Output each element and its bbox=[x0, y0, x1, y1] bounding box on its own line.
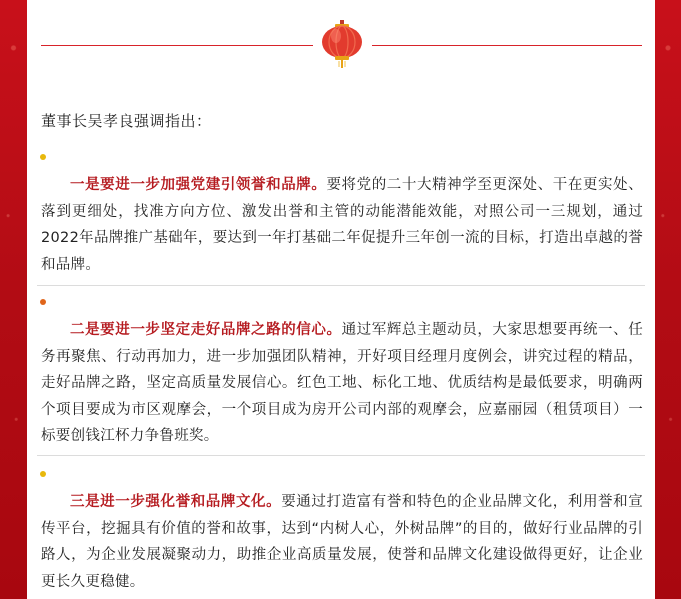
section-3-lead: 三是进一步强化誉和品牌文化。 bbox=[70, 494, 282, 510]
left-red-border bbox=[0, 0, 27, 599]
separator-2 bbox=[37, 455, 645, 456]
divider-line-left bbox=[41, 45, 313, 46]
section-2-body: 通过军辉总主题动员，大家思想要再统一、任务再聚焦、行动再加力，进一步加强团队精神，开好项目经理月度例会，讲究过程的精品，走好品牌之路，坚定高质量发展信心。红色工地、标化工地、优质结构是最低要求，明确两个项目要成为市区观摩会，一个项目成为房开公司内部的观摩会，应嘉丽园（租赁项目）一标要创钱江杯力争鲁班奖。 bbox=[41, 322, 644, 444]
divider-line-right bbox=[372, 45, 642, 46]
section-1-body: 要将党的二十大精神学至更深处、干在更实处、落到更细处，找准方向方位、激发出誉和主管的动能潜能效能，对照公司一三规划，通过2022年品牌推广基础年，要达到一年打基础二年促提升三年创一流的目标，打造出卓越的誉和品牌。 bbox=[41, 177, 643, 273]
bullet-dot-3 bbox=[40, 471, 46, 477]
section-1 bbox=[41, 172, 643, 278]
bullet-dot-2 bbox=[40, 299, 46, 305]
lantern-icon bbox=[319, 20, 365, 70]
bullet-dot-1 bbox=[40, 154, 46, 160]
right-red-border bbox=[655, 0, 681, 599]
section-1-lead: 一是要进一步加强党建引领誉和品牌。 bbox=[70, 177, 327, 193]
separator-1 bbox=[37, 285, 645, 286]
lantern-divider bbox=[27, 26, 655, 76]
section-3-body: 要通过打造富有誉和特色的企业品牌文化，利用誉和宣传平台，挖掘具有价值的誉和故事，达到“内树人心，外树品牌”的目的，做好行业品牌的引路人，为企业发展凝聚动力，助推企业高质量发展，使誉和品牌文化建设做得更好，让企业更长久更稳健。 bbox=[41, 494, 644, 590]
section-2-lead: 二是要进一步坚定走好品牌之路的信心。 bbox=[70, 322, 342, 338]
article-content bbox=[27, 0, 655, 599]
section-3 bbox=[41, 489, 643, 595]
intro-text: 董事长吴孝良强调指出： bbox=[41, 112, 212, 130]
section-2 bbox=[41, 317, 643, 450]
